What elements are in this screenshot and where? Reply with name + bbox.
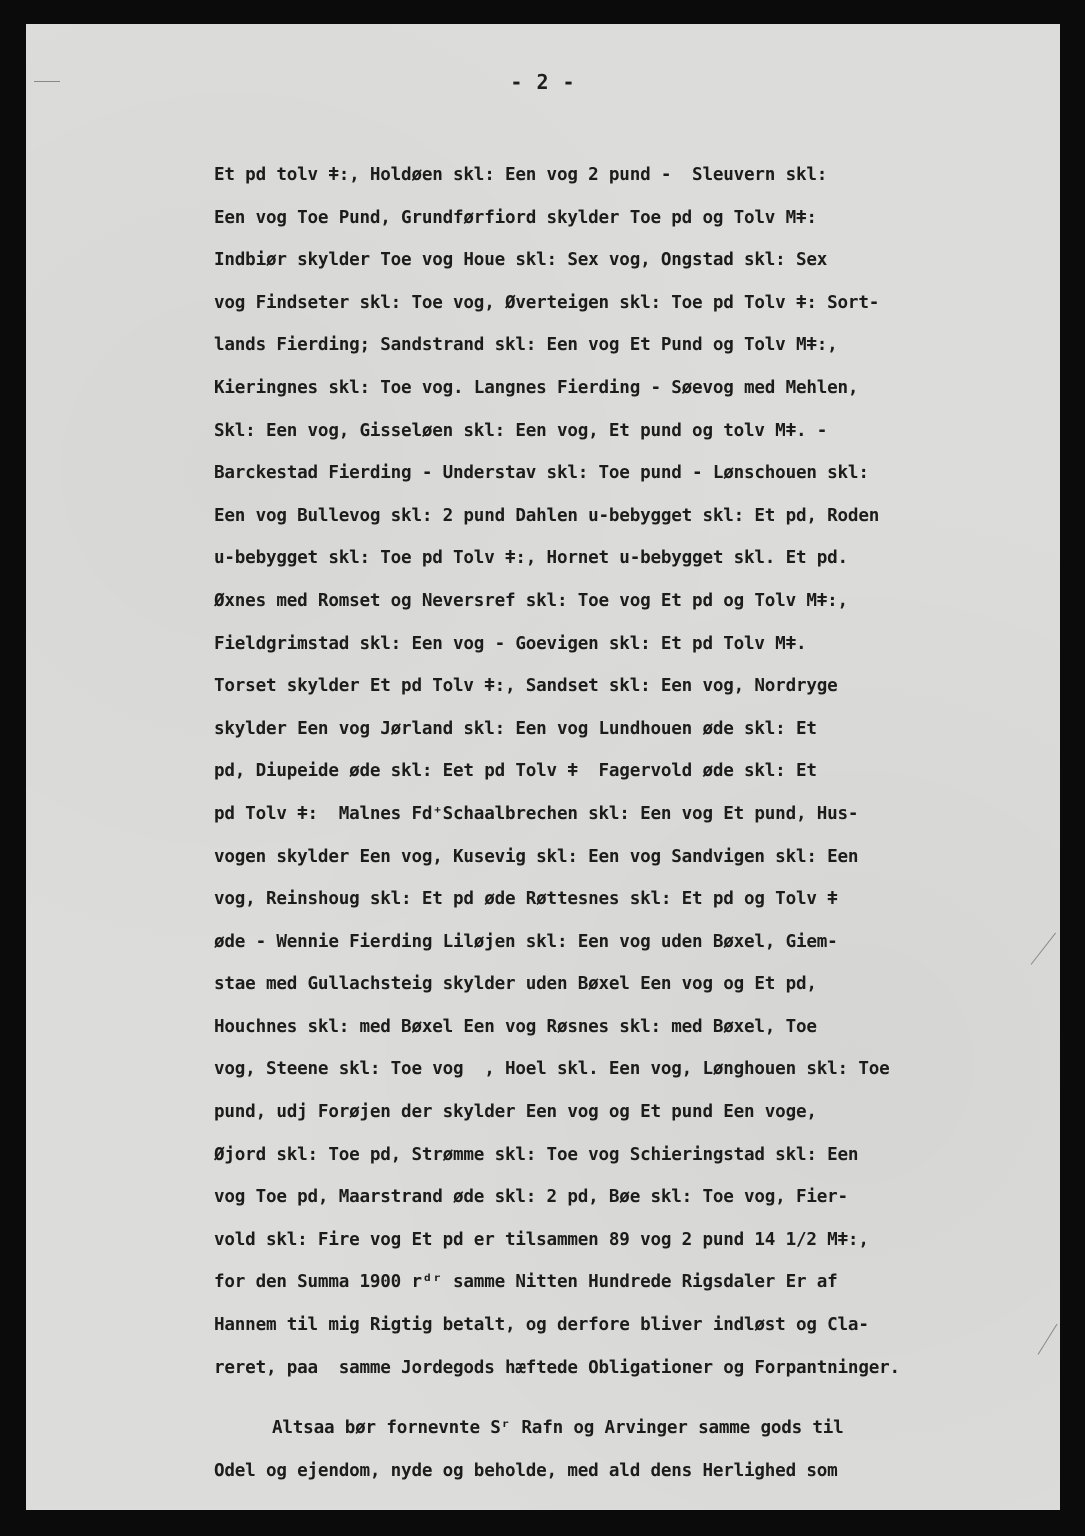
text-line: lands Fierding; Sandstrand skl: Een vog Et Pund og Tolv Mǂ:, <box>214 335 838 356</box>
text-line: vogen skylder Een vog, Kusevig skl: Een vog Sandvigen skl: Een <box>214 846 859 867</box>
text-line: øde - Wennie Fierding Liløjen skl: Een vog uden Bøxel, Giem- <box>214 931 838 952</box>
text-line: Houchnes skl: med Bøxel Een vog Røsnes skl: med Bøxel, Toe <box>214 1016 817 1037</box>
text-line: Odel og ejendom, nyde og beholde, med ald dens Herlighed som <box>214 1460 838 1481</box>
text-line: Fieldgrimstad skl: Een vog - Goevigen skl: Et pd Tolv Mǂ. <box>214 633 807 654</box>
text-line: for den Summa 1900 rᵈʳ samme Nitten Hundrede Rigsdaler Er af <box>214 1272 838 1293</box>
text-line: pd Tolv ǂ: Malnes Fd⁺Schaalbrechen skl: Een vog Et pund, Hus- <box>214 803 859 824</box>
text-line: Øxnes med Romset og Neversref skl: Toe vog Et pd og Tolv Mǂ:, <box>214 590 848 611</box>
text-line: Indbiør skylder Toe vog Houe skl: Sex vog, Ongstad skl: Sex <box>214 250 828 271</box>
text-line: pd, Diupeide øde skl: Eet pd Tolv ǂ Fagervold øde skl: Et <box>214 761 817 782</box>
text-line: Torset skylder Et pd Tolv ǂ:, Sandset skl: Een vog, Nordryge <box>214 676 838 697</box>
text-line: vog Toe pd, Maarstrand øde skl: 2 pd, Bøe skl: Toe vog, Fier- <box>214 1187 848 1208</box>
text-line: Een vog Toe Pund, Grundførfiord skylder Toe pd og Tolv Mǂ: <box>214 207 817 228</box>
text-line: vog, Reinshoug skl: Et pd øde Røttesnes skl: Et pd og Tolv ǂ <box>214 889 838 910</box>
text-line: skylder Een vog Jørland skl: Een vog Lundhouen øde skl: Et <box>214 718 817 739</box>
margin-mark <box>34 81 60 82</box>
text-line: vog, Steene skl: Toe vog , Hoel skl. Een vog, Lønghouen skl: Toe <box>214 1059 890 1080</box>
text-line: vog Findseter skl: Toe vog, Øverteigen skl: Toe pd Tolv ǂ: Sort- <box>214 292 880 313</box>
text-line: Øjord skl: Toe pd, Strømme skl: Toe vog Schieringstad skl: Een <box>214 1144 859 1165</box>
text-line: Kieringnes skl: Toe vog. Langnes Fierding - Søevog med Mehlen, <box>214 377 859 398</box>
text-line: Hannem til mig Rigtig betalt, og derfore bliver indløst og Cla- <box>214 1315 869 1336</box>
text-line: Altsaa bør fornevnte Sʳ Rafn og Arvinger samme gods til <box>272 1418 844 1439</box>
text-line: Een vog Bullevog skl: 2 pund Dahlen u-bebygget skl: Et pd, Roden <box>214 505 880 526</box>
text-line: pund, udj Forøjen der skylder Een vog og Et pund Een voge, <box>214 1102 817 1123</box>
document-page <box>26 24 1060 1510</box>
text-line: Skl: Een vog, Gisseløen skl: Een vog, Et pund og tolv Mǂ. - <box>214 420 828 441</box>
document-body <box>214 154 1054 1492</box>
text-line: stae med Gullachsteig skylder uden Bøxel Een vog og Et pd, <box>214 974 817 995</box>
text-line: vold skl: Fire vog Et pd er tilsammen 89 vog 2 pund 14 1/2 Mǂ:, <box>214 1229 869 1250</box>
text-line: Et pd tolv ǂ:, Holdøen skl: Een vog 2 pund - Sleuvern skl: <box>214 165 828 185</box>
page-number: - 2 - <box>510 70 576 94</box>
text-line: u-bebygget skl: Toe pd Tolv ǂ:, Hornet u-bebygget skl. Et pd. <box>214 548 848 569</box>
text-line: Barckestad Fierding - Understav skl: Toe pund - Lønschouen skl: <box>214 463 869 484</box>
text-line: reret, paa samme Jordegods hæftede Obligationer og Forpantninger. <box>214 1357 900 1378</box>
